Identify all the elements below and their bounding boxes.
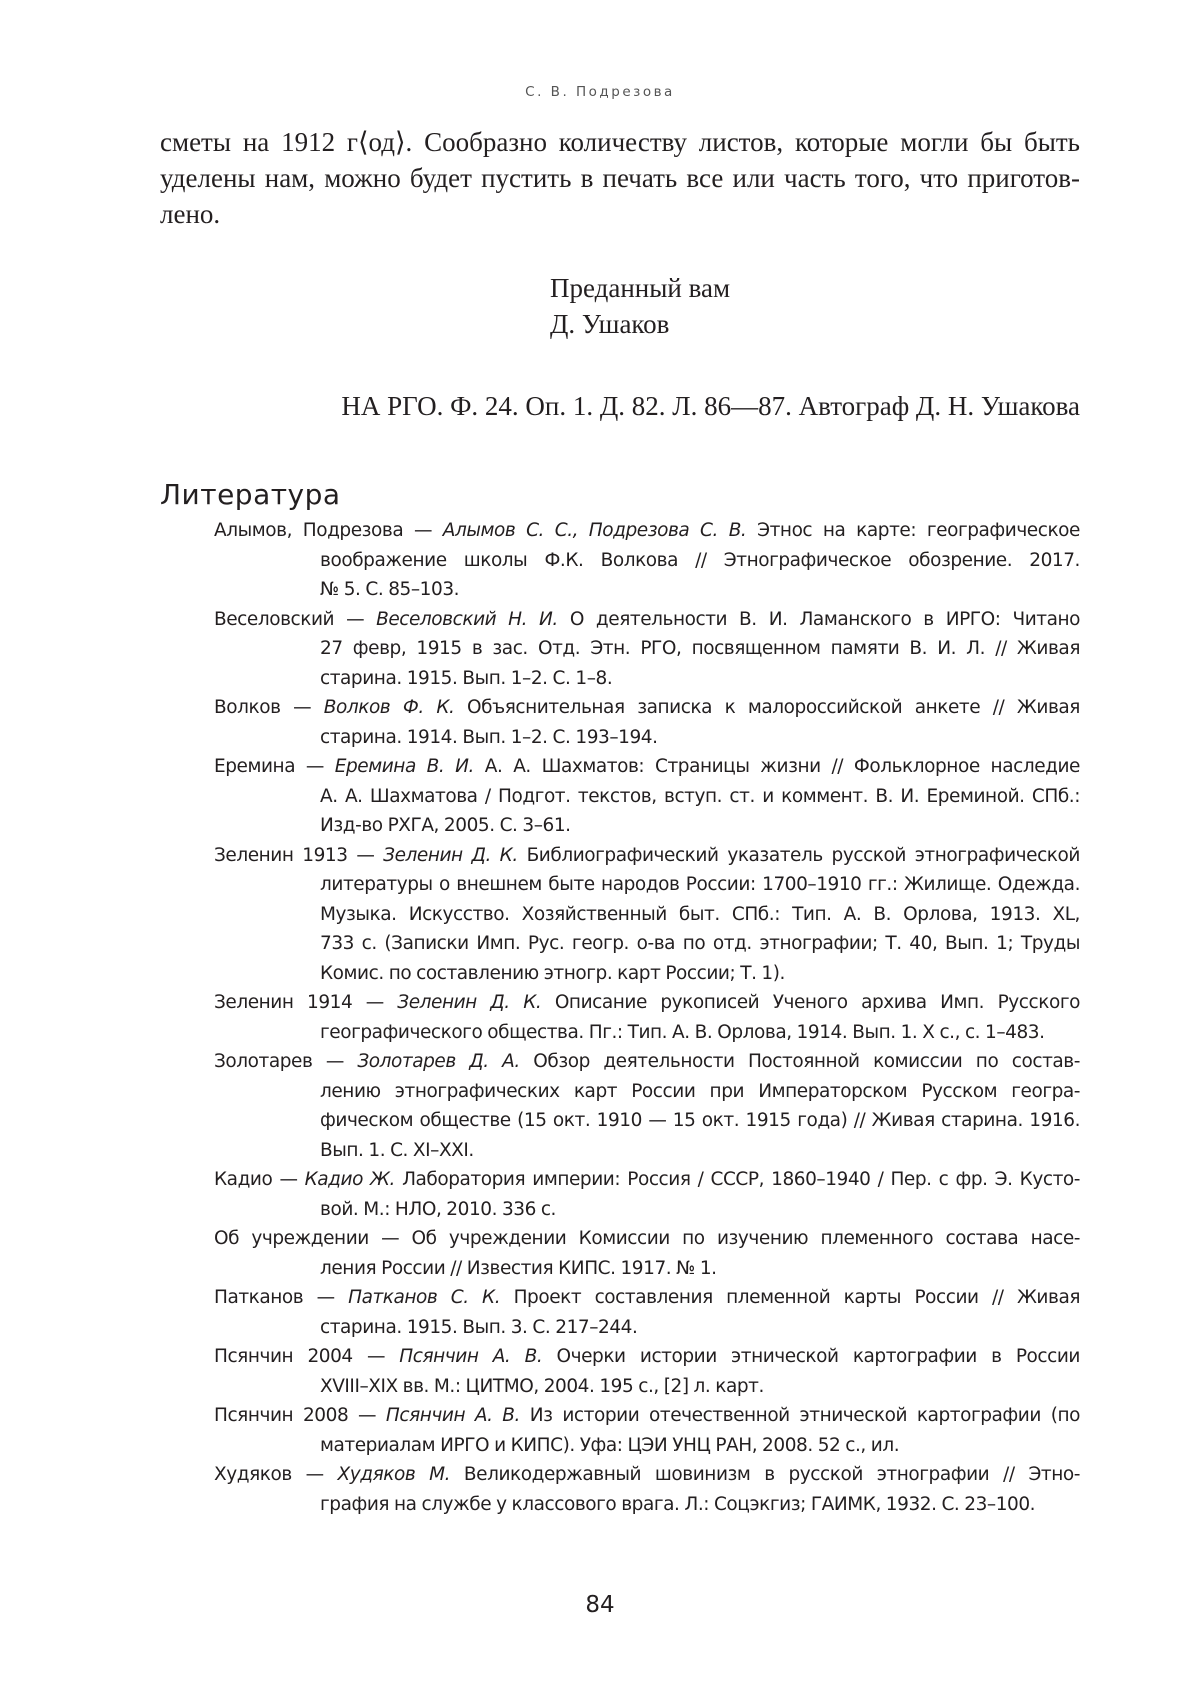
entry-text: Об учреждении Комиссии по изучению племенного состава насе-: [411, 1228, 1081, 1249]
entry-author: Веселовский Н. И.: [376, 608, 558, 630]
literature-entry: [214, 752, 1080, 841]
entry-text: воображение школы Ф.К. Волкова // Этнографическое обозрение. 2017.: [320, 549, 1080, 571]
entry-author: Псянчин А. В.: [385, 1405, 520, 1426]
entry-line: [214, 988, 1080, 1018]
entry-line: [214, 1342, 1080, 1372]
paragraph-line: лено.: [160, 199, 221, 229]
literature-entry: [214, 693, 1080, 752]
entry-author: Кадио Ж.: [304, 1169, 395, 1190]
entry-key: Зеленин 1913 —: [214, 844, 375, 866]
letter-signature-block: [550, 270, 730, 342]
entry-key: Псянчин 2008 —: [214, 1405, 377, 1426]
entry-key: Золотарев —: [214, 1051, 344, 1072]
entry-line: [214, 1372, 1080, 1402]
literature-entry: [214, 1283, 1080, 1342]
entry-line: [214, 1313, 1080, 1343]
entry-key: Еремина —: [214, 756, 324, 777]
entry-text: старина. 1915. Вып. 3. С. 217–244.: [320, 1316, 638, 1338]
literature-entry: [214, 1460, 1080, 1519]
literature-entry: [214, 1047, 1080, 1165]
literature-entry: [214, 516, 1080, 605]
letter-paragraph: [160, 124, 1080, 232]
running-head: С. В. Подрезова: [525, 84, 675, 100]
entry-text: XVIII–XIX вв. М.: ЦИТМО, 2004. 195 с., [2] л. карт.: [320, 1375, 764, 1397]
entry-text: Великодержавный шовинизм в русской этнографии // Этно-: [463, 1464, 1080, 1485]
entry-line: [214, 1254, 1080, 1284]
literature-heading: Литература: [160, 478, 341, 511]
entry-author: Зеленин Д. К.: [397, 992, 542, 1013]
paragraph-line: сметы на 1912 г⟨од⟩. Сообразно количеству листов, которые могли бы быть: [160, 127, 1080, 157]
entry-author: Худяков М.: [337, 1464, 451, 1485]
entry-line: [214, 752, 1080, 782]
entry-text: Лаборатория империи: Россия / СССР, 1860–1940 / Пер. с фр. Э. Кусто-: [402, 1169, 1080, 1190]
entry-author: Патканов С. К.: [348, 1287, 501, 1308]
entry-text: графия на службе у классового врага. Л.: Соцэкгиз; ГАИМК, 1932. С. 23–100.: [320, 1493, 1036, 1515]
entry-key: Кадио —: [214, 1169, 298, 1190]
entry-author: Еремина В. И.: [334, 756, 474, 777]
entry-line: [214, 546, 1080, 576]
entry-text: географического общества. Пг.: Тип. А. В. Орлова, 1914. Вып. 1. X с., с. 1–483.: [320, 1021, 1045, 1043]
entry-text: старина. 1914. Вып. 1–2. С. 193–194.: [320, 726, 658, 748]
entry-text: литературы о внешнем быте народов России: 1700–1910 гг.: Жилище. Одежда.: [320, 874, 1080, 895]
entry-line: [214, 870, 1080, 900]
page-number: 84: [585, 1592, 615, 1618]
entry-text: № 5. С. 85–103.: [320, 579, 460, 600]
entry-line: [214, 1077, 1080, 1107]
literature-entry: [214, 1401, 1080, 1460]
entry-author: Алымов С. С., Подрезова С. В.: [442, 520, 747, 541]
entry-line: [214, 1283, 1080, 1313]
entry-text: Проект составления племенной карты России // Живая: [513, 1287, 1081, 1308]
entry-text: Описание рукописей Ученого архива Имп. Русского: [554, 992, 1080, 1013]
archive-reference: НА РГО. Ф. 24. Оп. 1. Д. 82. Л. 86—87. Автограф Д. Н. Ушакова: [341, 391, 1080, 421]
entry-line: [214, 575, 1080, 605]
literature-entry: [214, 1165, 1080, 1224]
letter-closing: Преданный вам: [550, 273, 731, 303]
entry-text: Объяснительная записка к малороссийской анкете // Живая: [467, 697, 1080, 718]
entry-line: [214, 929, 1080, 959]
entry-line: [214, 1460, 1080, 1490]
entry-author: Зеленин Д. К.: [383, 844, 518, 866]
entry-line: [214, 1018, 1080, 1048]
entry-text: Библиографический указатель русской этнографической: [526, 844, 1080, 866]
entry-key: Волков —: [214, 697, 312, 718]
entry-line: [214, 1224, 1080, 1254]
entry-key: Веселовский —: [214, 608, 365, 630]
entry-key: Об учреждении —: [214, 1228, 400, 1249]
paragraph-line: уделены нам, можно будет пустить в печать все или часть того, что приготов-: [160, 163, 1080, 193]
literature-entry: [214, 841, 1080, 989]
entry-author: Золотарев Д. А.: [357, 1051, 520, 1072]
entry-line: [214, 693, 1080, 723]
entry-text: Комис. по составлению этногр. карт России; Т. 1).: [320, 962, 785, 984]
entry-line: [214, 723, 1080, 753]
entry-key: Алымов, Подрезова —: [214, 520, 433, 541]
entry-line: [214, 1490, 1080, 1520]
entry-line: [214, 1106, 1080, 1136]
entry-line: [214, 959, 1080, 989]
entry-line: [214, 782, 1080, 812]
entry-text: лению этнографических карт России при Императорском Русском геогра-: [320, 1080, 1080, 1102]
entry-line: [214, 900, 1080, 930]
entry-line: [214, 516, 1080, 546]
entry-text: ления России // Известия КИПС. 1917. № 1.: [320, 1257, 717, 1279]
entry-key: Псянчин 2004 —: [214, 1346, 386, 1367]
entry-text: Этнос на карте: географическое: [757, 520, 1080, 541]
entry-text: А. А. Шахматова / Подгот. текстов, вступ. ст. и коммент. В. И. Ереминой. СПб.:: [320, 785, 1080, 807]
entry-text: 27 февр, 1915 в зас. Отд. Этн. РГО, посвященном памяти В. И. Л. // Живая: [320, 638, 1080, 659]
entry-text: старина. 1915. Вып. 1–2. С. 1–8.: [320, 667, 613, 689]
entry-author: Волков Ф. К.: [323, 697, 455, 718]
entry-text: А. А. Шахматов: Страницы жизни // Фольклорное наследие: [484, 756, 1080, 777]
literature-list: [214, 516, 1080, 1519]
entry-line: [214, 1431, 1080, 1461]
entry-text: фическом обществе (15 окт. 1910 — 15 окт. 1915 года) // Живая старина. 1916.: [320, 1110, 1080, 1131]
literature-entry: [214, 1224, 1080, 1283]
entry-line: [214, 664, 1080, 694]
entry-line: [214, 1165, 1080, 1195]
entry-text: Из истории отечественной этнической картографии (по: [529, 1405, 1080, 1426]
entry-text: Обзор деятельности Постоянной комиссии по состав-: [533, 1051, 1080, 1072]
letter-signature: Д. Ушаков: [550, 309, 670, 339]
entry-text: Музыка. Искусство. Хозяйственный быт. СПб.: Тип. А. В. Орлова, 1913. XL,: [320, 903, 1080, 925]
entry-text: 733 с. (Записки Имп. Рус. геогр. о-ва по отд. этнографии; Т. 40, Вып. 1; Труды: [320, 933, 1080, 954]
entry-line: [214, 1195, 1080, 1225]
literature-entry: [214, 1342, 1080, 1401]
literature-entry: [214, 605, 1080, 694]
entry-text: Вып. 1. С. XI–XXI.: [320, 1139, 474, 1161]
entry-key: Патканов —: [214, 1287, 335, 1308]
entry-line: [214, 605, 1080, 635]
entry-author: Псянчин А. В.: [399, 1346, 543, 1367]
entry-line: [214, 811, 1080, 841]
entry-text: вой. М.: НЛО, 2010. 336 с.: [320, 1198, 556, 1220]
literature-entry: [214, 988, 1080, 1047]
entry-text: материалам ИРГО и КИПС). Уфа: ЦЭИ УНЦ РАН, 2008. 52 с., ил.: [320, 1434, 900, 1456]
entry-text: О деятельности В. И. Ламанского в ИРГО: Читано: [569, 608, 1081, 630]
entry-key: Худяков —: [214, 1464, 324, 1485]
entry-line: [214, 634, 1080, 664]
entry-line: [214, 1136, 1080, 1166]
entry-key: Зеленин 1914 —: [214, 992, 384, 1013]
entry-line: [214, 841, 1080, 871]
entry-line: [214, 1047, 1080, 1077]
entry-text: Очерки истории этнической картографии в России: [556, 1346, 1080, 1367]
entry-line: [214, 1401, 1080, 1431]
entry-text: Изд-во РХГА, 2005. С. 3–61.: [320, 815, 571, 836]
